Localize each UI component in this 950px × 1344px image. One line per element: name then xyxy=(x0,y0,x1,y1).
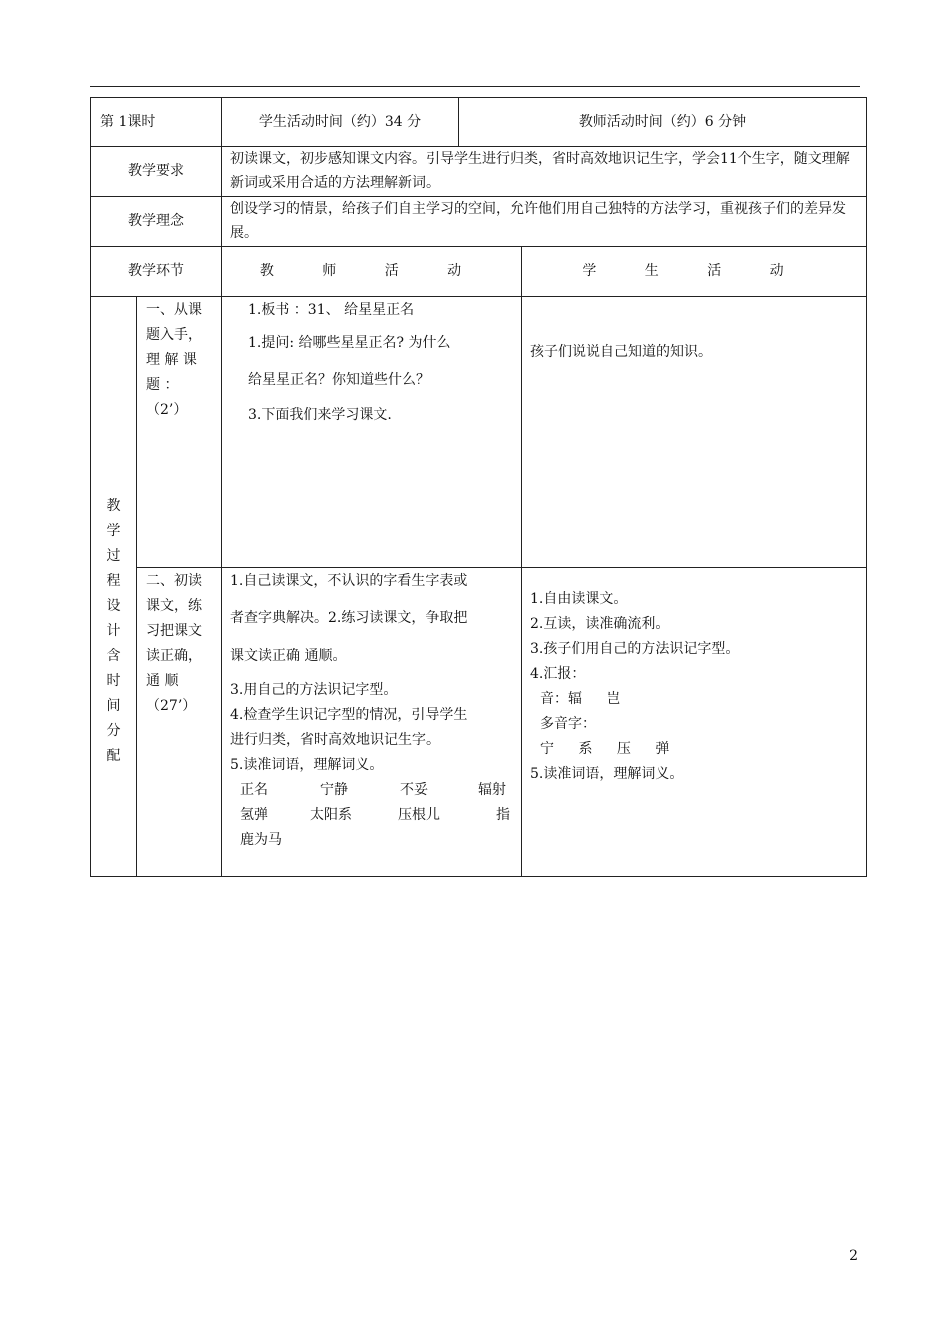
section1-title: 一、从课 题入手， 理 解 课 题 ： （2’） xyxy=(146,302,202,418)
lesson-label: 第 1课时 xyxy=(100,114,156,130)
vocab-word: 太阳系 xyxy=(310,807,352,823)
section2-title: 二、初读 课文，练 习把课文 读正确， 通 顺 （27’） xyxy=(146,573,202,714)
vocab-word: 不妥 xyxy=(400,782,428,798)
section2-teacher-line: 5.读准词语，理解词义。 xyxy=(230,757,384,773)
section1-teacher-line: 1.板书 ：31、 给星星正名 xyxy=(248,302,415,318)
section1-teacher-line: 3.下面我们来学习课文. xyxy=(248,407,392,423)
requirements-label: 教学要求 xyxy=(128,163,184,179)
vocab-word: 宁静 xyxy=(320,782,348,798)
section2-student-line: 多音字： xyxy=(540,716,596,732)
vocab-word: 鹿为马 xyxy=(240,832,282,848)
section2-teacher-line: 1.自己读课文，不认识的字看生字表或 xyxy=(230,573,468,589)
section2-teacher-line: 进行归类，省时高效地识记生字。 xyxy=(230,732,440,748)
section2-teacher-line: 课文读正确 通顺。 xyxy=(230,648,347,664)
table-border-bottom xyxy=(90,876,867,877)
section2-student-line: 4.汇报： xyxy=(530,666,586,682)
teacher-activity-heading: 教 师 活 动 xyxy=(259,263,484,279)
col-divider xyxy=(521,246,522,877)
col-divider xyxy=(221,97,222,877)
vocab-word: 指 xyxy=(496,807,510,823)
table-border-right xyxy=(866,97,867,877)
page-number: 2 xyxy=(849,1248,858,1264)
process-vertical-label: 教 学 过 程 设 计 含 时 间 分 配 xyxy=(106,498,121,764)
student-activity-heading: 学 生 活 动 xyxy=(582,263,806,279)
vocab-word: 氢弹 xyxy=(240,807,268,823)
vocab-word: 正名 xyxy=(240,782,268,798)
col-divider xyxy=(136,296,137,877)
row-divider xyxy=(90,296,867,297)
section2-student-line: 2.互读，读准确流利。 xyxy=(530,616,670,632)
teacher-time: 教师活动时间（约）6 分钟 xyxy=(578,114,747,130)
table-border-top xyxy=(90,97,867,98)
section2-student-line: 1.自由读课文。 xyxy=(530,591,628,607)
section2-student-line: 3.孩子们用自己的方法识记字型。 xyxy=(530,641,740,657)
section2-student-line: 5.读准词语，理解词义。 xyxy=(530,766,684,782)
section2-student-line: 音：辐 岂 xyxy=(540,691,621,707)
vocab-word: 压根儿 xyxy=(398,807,440,823)
section2-teacher-line: 4.检查学生识记字型的情况，引导学生 xyxy=(230,707,468,723)
section2-student-line: 宁 系 压 弹 xyxy=(540,741,670,757)
vocab-word: 辐射 xyxy=(478,782,506,798)
section1-teacher-line: 1.提问: 给哪些星星正名? 为什么 xyxy=(248,335,451,351)
section1-student-line: 孩子们说说自己知道的知识。 xyxy=(530,344,712,360)
section2-teacher-line: 3.用自己的方法识记字型。 xyxy=(230,682,398,698)
section2-teacher-line: 者查字典解决。2.练习读课文，争取把 xyxy=(230,610,468,626)
requirements-text: 初读课文，初步感知课文内容。引导学生进行归类，省时高效地识记生字，学会11个生字，随文理解新词或采用合适的方法理解新词。 xyxy=(230,151,850,191)
row-divider xyxy=(136,567,867,568)
student-time: 学生活动时间（约）34 分 xyxy=(258,114,422,130)
section1-teacher-line: 给星星正名？你知道些什么？ xyxy=(248,372,430,388)
header-rule xyxy=(90,86,860,87)
philosophy-text: 创设学习的情景，给孩子们自主学习的空间，允许他们用自己独特的方法学习，重视孩子们的差异发展。 xyxy=(230,201,846,241)
row-divider xyxy=(90,246,867,247)
stage-heading: 教学环节 xyxy=(128,263,184,279)
philosophy-label: 教学理念 xyxy=(128,213,184,229)
